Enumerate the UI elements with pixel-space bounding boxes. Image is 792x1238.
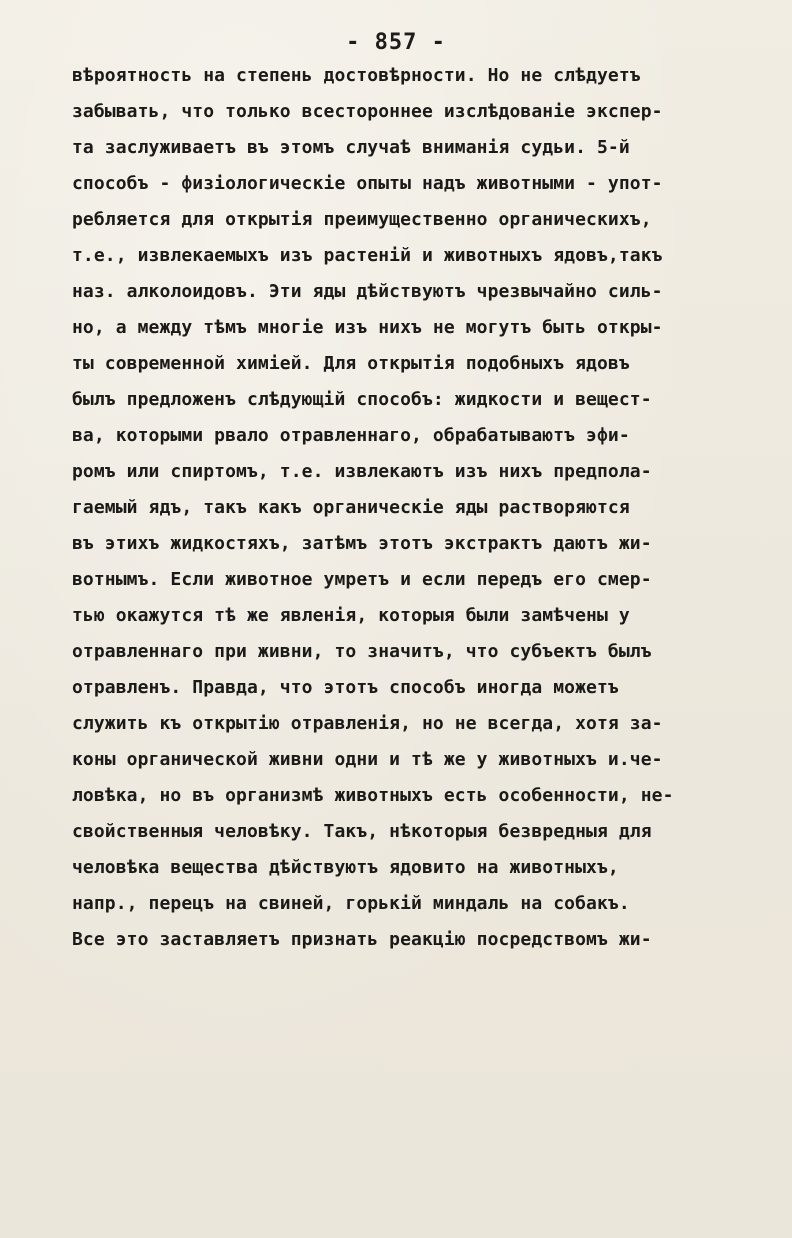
body-text: [72, 58, 772, 958]
text-line: отравленъ. Правда, что этотъ способъ иногда можетъ: [72, 677, 619, 698]
text-line: былъ предложенъ слѣдующій способъ: жидкости и вещест-: [72, 389, 652, 410]
text-line: коны органической живни одни и тѣ же у животныхъ и.че-: [72, 749, 663, 770]
text-line: ва, которыми рвало отравленнаго, обрабатываютъ эфи-: [72, 425, 630, 446]
text-line: т.е., извлекаемыхъ изъ растеній и животныхъ ядовъ,такъ: [72, 245, 663, 266]
text-line: ловѣка, но въ организмѣ животныхъ есть особенности, не-: [72, 785, 674, 806]
text-line: гаемый ядъ, такъ какъ органическіе яды растворяются: [72, 497, 630, 518]
text-line: въ этихъ жидкостяхъ, затѣмъ этотъ экстрактъ даютъ жи-: [72, 533, 652, 554]
text-line: тью окажутся тѣ же явленія, которыя были замѣчены у: [72, 605, 630, 626]
text-line: вотнымъ. Если животное умретъ и если передъ его смер-: [72, 569, 652, 590]
text-line: свойственныя человѣку. Такъ, нѣкоторыя безвредныя для: [72, 821, 652, 842]
text-line: человѣка вещества дѣйствуютъ ядовито на животныхъ,: [72, 857, 619, 878]
text-line: напр., перецъ на свиней, горькій миндаль на собакъ.: [72, 893, 630, 914]
text-line: Все это заставляетъ признать реакцію посредствомъ жи-: [72, 929, 652, 950]
text-line: ребляется для открытія преимущественно органическихъ,: [72, 209, 652, 230]
text-line: ты современной химіей. Для открытія подобныхъ ядовъ: [72, 353, 630, 374]
text-line: служить къ открытію отравленія, но не всегда, хотя за-: [72, 713, 663, 734]
text-line: ромъ или спиртомъ, т.е. извлекаютъ изъ нихъ предпола-: [72, 461, 652, 482]
text-line: отравленнаго при живни, то значитъ, что субъектъ былъ: [72, 641, 652, 662]
text-line: но, а между тѣмъ многіе изъ нихъ не могутъ быть откры-: [72, 317, 663, 338]
text-line: та заслуживаетъ въ этомъ случаѣ вниманія судьи. 5-й: [72, 137, 630, 158]
text-line: забывать, что только всестороннее изслѣдованіе экспер-: [72, 101, 663, 122]
page-number: - 857 -: [346, 30, 446, 55]
text-line: вѣроятность на степень достовѣрности. Но не слѣдуетъ: [72, 65, 641, 86]
text-line: наз. алколоидовъ. Эти яды дѣйствуютъ чрезвычайно силь-: [72, 281, 663, 302]
text-line: способъ - физіологическіе опыты надъ животными - упот-: [72, 173, 663, 194]
